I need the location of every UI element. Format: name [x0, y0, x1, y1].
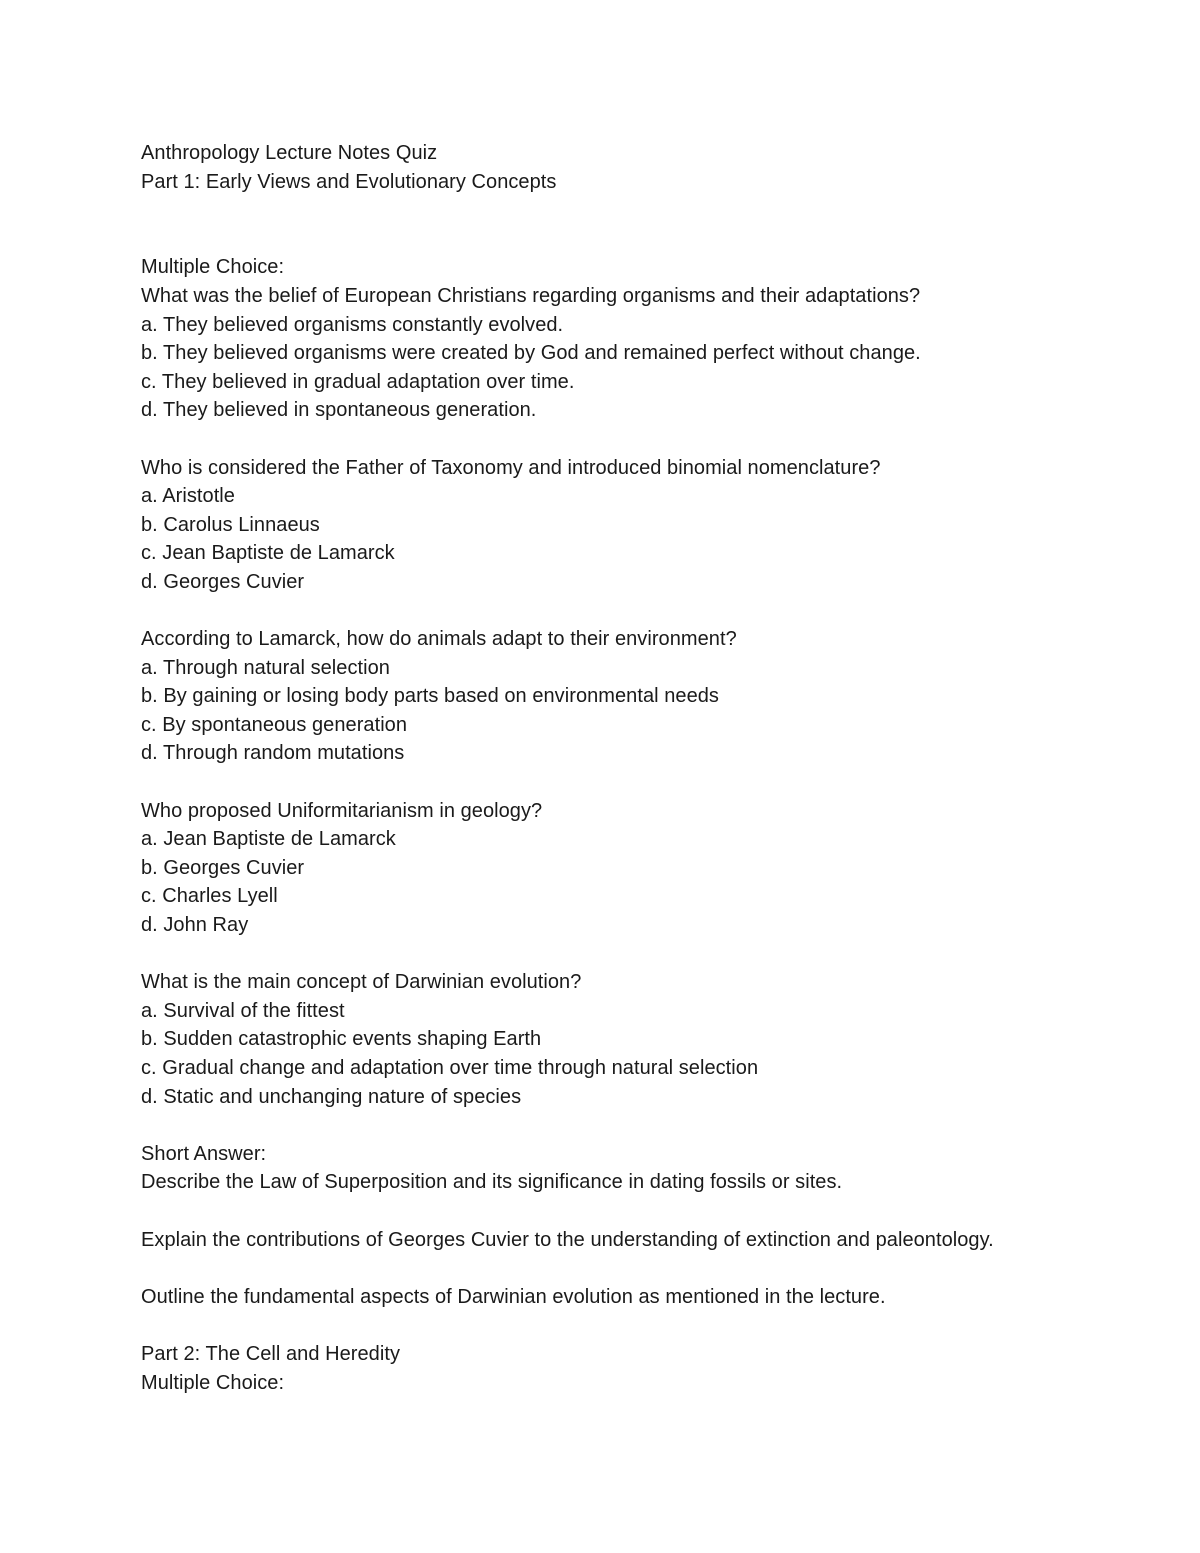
spacer [141, 1197, 1141, 1226]
spacer [141, 768, 1141, 797]
spacer [141, 940, 1141, 969]
answer-option: d. Georges Cuvier [141, 570, 305, 593]
question-block [141, 968, 1141, 1111]
answer-option: c. Jean Baptiste de Lamarck [141, 542, 395, 565]
answer-option: d. They believed in spontaneous generation. [141, 399, 537, 422]
part1-heading: Part 1: Early Views and Evolutionary Concepts [141, 170, 557, 193]
short-answer-question: Outline the fundamental aspects of Darwinian evolution as mentioned in the lecture. [141, 1285, 886, 1308]
part2-heading: Part 2: The Cell and Heredity [141, 1342, 400, 1365]
answer-option: d. Static and unchanging nature of species [141, 1085, 522, 1108]
question-text: What is the main concept of Darwinian evolution? [141, 971, 582, 994]
answer-option: c. They believed in gradual adaptation over time. [141, 370, 575, 393]
answer-option: b. Sudden catastrophic events shaping Earth [141, 1028, 542, 1051]
answer-option: a. Survival of the fittest [141, 999, 345, 1022]
answer-option: d. Through random mutations [141, 742, 405, 765]
answer-option: d. John Ray [141, 914, 249, 937]
short-answer-question: Describe the Law of Superposition and its significance in dating fossils or sites. [141, 1171, 843, 1194]
document-body [141, 139, 1141, 1397]
answer-option: b. Carolus Linnaeus [141, 513, 320, 536]
question-block [141, 797, 1141, 940]
question-text: Who proposed Uniformitarianism in geology? [141, 799, 543, 822]
question-block [141, 625, 1141, 768]
answer-option: b. They believed organisms were created by God and remained perfect without change. [141, 342, 921, 365]
answer-option: c. Charles Lyell [141, 885, 278, 908]
answer-option: a. Aristotle [141, 485, 235, 508]
short-answer-heading: Short Answer: [141, 1142, 267, 1165]
answer-option: b. Georges Cuvier [141, 856, 305, 879]
answer-option: c. By spontaneous generation [141, 713, 408, 736]
question-text: According to Lamarck, how do animals adapt to their environment? [141, 628, 737, 651]
short-answer-question: Explain the contributions of Georges Cuvier to the understanding of extinction and paleontology. [141, 1228, 994, 1251]
question-text: What was the belief of European Christians regarding organisms and their adaptations? [141, 284, 921, 307]
spacer [141, 1311, 1141, 1340]
question-text: Who is considered the Father of Taxonomy and introduced binomial nomenclature? [141, 456, 881, 479]
spacer [141, 597, 1141, 626]
answer-option: a. They believed organisms constantly evolved. [141, 313, 564, 336]
answer-option: b. By gaining or losing body parts based on environmental needs [141, 685, 719, 708]
spacer [141, 1254, 1141, 1283]
question-block [141, 454, 1141, 597]
answer-option: c. Gradual change and adaptation over time through natural selection [141, 1057, 759, 1079]
document-title: Anthropology Lecture Notes Quiz [141, 142, 438, 164]
spacer [141, 425, 1141, 454]
answer-option: a. Through natural selection [141, 656, 390, 679]
spacer [141, 1111, 1141, 1140]
question-block [141, 282, 1141, 425]
part2-multiple-choice-heading: Multiple Choice: [141, 1371, 285, 1394]
spacer [141, 196, 1141, 253]
multiple-choice-heading: Multiple Choice: [141, 256, 285, 279]
answer-option: a. Jean Baptiste de Lamarck [141, 828, 396, 851]
